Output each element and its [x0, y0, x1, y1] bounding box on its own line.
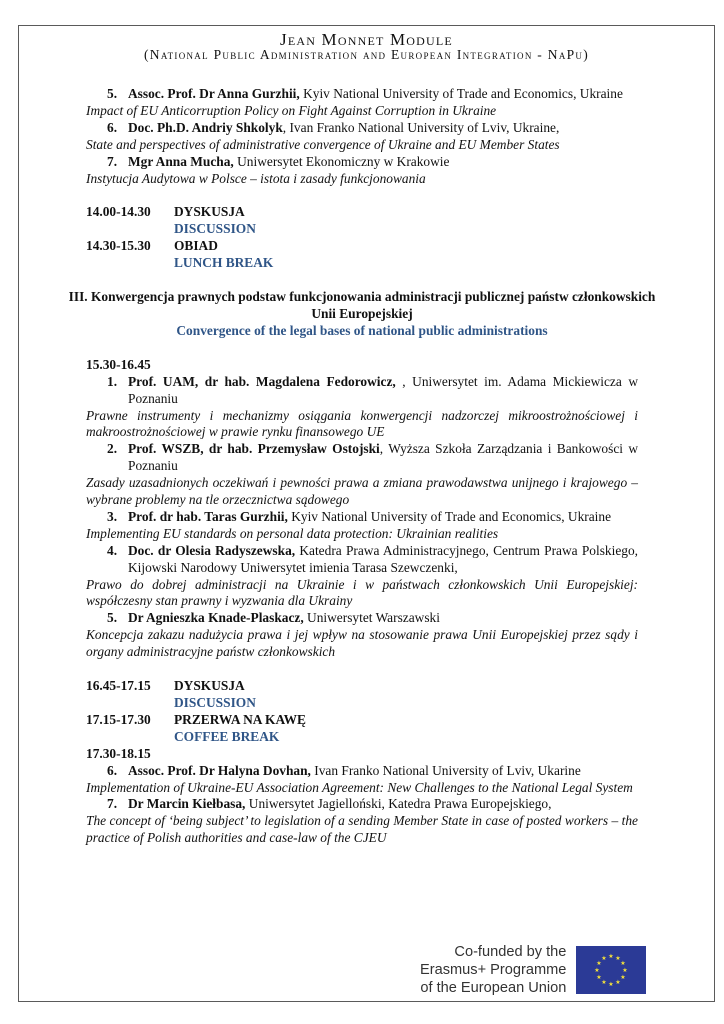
- schedule-row: [86, 204, 638, 221]
- speaker-affiliation: , Wyższa Szkoła Zarządzania i Bankowości w Poznaniu: [128, 441, 638, 474]
- speaker-affiliation: Kyiv National University of Trade and Economics, Ukraine: [299, 86, 623, 101]
- speaker-item: [86, 763, 638, 780]
- talk-title: The concept of ‘being subject’ to legislation of a sending Member State in case of posted workers – the practice of Polish authorities and case-law of the CJEU: [86, 813, 638, 846]
- speaker-name: Prof. UAM, dr hab. Magdalena Fedorowicz,: [128, 373, 396, 389]
- talk-title: Koncepcja zakazu nadużycia prawa i jej wpływ na stosowanie prawa Unii Europejskiej przez sądy i organy administracyjne państw członkowskich: [86, 627, 638, 660]
- section-heading: [58, 289, 666, 340]
- item-number: 7.: [107, 153, 118, 169]
- event-label-en: DISCUSSION: [174, 695, 256, 710]
- talk-title: Implementing EU standards on personal data protection: Ukrainian realities: [86, 525, 499, 541]
- item-number: 4.: [107, 542, 118, 558]
- item-number: 6.: [107, 762, 118, 778]
- speaker-affiliation: Uniwersytet Jagielloński, Katedra Prawa Europejskiego,: [245, 796, 552, 812]
- item-number: 3.: [107, 508, 118, 524]
- speaker-item: [86, 796, 638, 813]
- speaker-name: Doc. Ph.D. Andriy Shkolyk: [128, 119, 283, 135]
- speaker-item: [86, 86, 638, 103]
- svg-text:★: ★: [601, 955, 608, 962]
- speaker-affiliation: Katedra Prawa Administracyjnego, Centrum Prawa Polskiego, Kijowski Narodowy Uniwersytet imienia Tarasa Szewczenki,: [128, 542, 638, 575]
- item-number: 5.: [107, 86, 118, 101]
- event-label-en: COFFEE BREAK: [174, 728, 280, 744]
- schedule-row: [86, 678, 638, 695]
- svg-text:★: ★: [608, 981, 615, 988]
- talk-title: Prawne instrumenty i mechanizmy osiągania konwergencji nadzorczej mikroostrożnościowej i makroostrożnościowej w prawie rynku finansowego UE: [86, 407, 638, 440]
- section-title-en: Convergence of the legal bases of national public administrations: [176, 322, 548, 338]
- svg-text:★: ★: [601, 979, 608, 986]
- time-slot: 14.00-14.30: [86, 204, 151, 220]
- time-slot: 16.45-17.15: [86, 678, 151, 694]
- talk-title: Instytucja Audytowa w Polsce – istota i zasady funkcjonowania: [86, 170, 426, 186]
- svg-text:★: ★: [594, 967, 601, 974]
- item-number: 7.: [107, 796, 118, 812]
- event-label-pl: OBIAD: [174, 238, 218, 254]
- svg-text:★: ★: [620, 960, 627, 967]
- erasmus-cofunding-logo: [420, 943, 646, 997]
- svg-text:★: ★: [596, 974, 603, 981]
- programme-content: [68, 86, 656, 847]
- document-title: Jean Monnet Module: [280, 30, 453, 49]
- speaker-name: Prof. dr hab.: [128, 508, 202, 524]
- time-slot: 14.30-15.30: [86, 238, 151, 254]
- speaker-affiliation: Ivan Franko National University of Lviv, Ukarine: [310, 762, 581, 778]
- svg-text:★: ★: [615, 955, 622, 962]
- speaker-item: [86, 509, 638, 526]
- speaker-affiliation: Kyiv National University of Trade and Economics, Ukraine: [287, 508, 612, 524]
- speaker-name: Assoc. Prof. Dr Anna Gurzhii,: [128, 86, 300, 101]
- talk-title: Prawo do dobrej administracji na Ukrainie i w państwach członkowskich Unii Europejskiej: współczesny stan prawny i wyzwania dla Ukrainy: [86, 576, 638, 609]
- speaker-name: Prof. WSZB, dr hab. Przemysław Ostojski: [128, 441, 380, 457]
- cofunding-line: Erasmus+ Programme: [420, 962, 567, 978]
- speaker-affiliation: Uniwersytet Ekonomiczny w Krakowie: [233, 153, 450, 169]
- speaker-name: Assoc. Prof. Dr Halyna Dovhan,: [128, 762, 311, 778]
- speaker-name: Dr Agnieszka Knade-Plaskacz,: [128, 610, 304, 626]
- svg-text:★: ★: [615, 979, 622, 986]
- speaker-name: Taras Gurzhii,: [201, 508, 288, 524]
- time-slot: 15.30-16.45: [86, 356, 151, 372]
- event-label-pl: PRZERWA NA KAWĘ: [174, 711, 306, 727]
- talk-title: Zasady uzasadnionych oczekiwań i pewności prawa a zmiana prawodawstwa unijnego i krajowego – wybrane problemy na tle orzecznictwa sądowego: [86, 475, 638, 508]
- eu-flag-icon: [576, 946, 646, 994]
- speaker-affiliation: , Uniwersytet im. Adama Mickiewicza w Poznaniu: [128, 373, 638, 406]
- event-label-en: LUNCH BREAK: [174, 255, 274, 271]
- speaker-item: [86, 374, 638, 408]
- time-slot: 17.30-18.15: [86, 745, 151, 761]
- svg-text:★: ★: [620, 974, 627, 981]
- cofunding-text: [420, 943, 566, 997]
- speaker-item: [86, 610, 638, 627]
- svg-text:★: ★: [622, 967, 629, 974]
- time-slot: 17.15-17.30: [86, 711, 151, 727]
- speaker-item: [86, 120, 638, 137]
- speaker-item: [86, 543, 638, 577]
- item-number: 5.: [107, 610, 118, 626]
- svg-text:★: ★: [596, 960, 603, 967]
- cofunding-line: of the European Union: [420, 980, 567, 996]
- event-label-pl: DYSKUSJA: [174, 204, 245, 220]
- svg-text:★: ★: [608, 953, 615, 960]
- event-label-pl: DYSKUSJA: [174, 678, 245, 694]
- talk-title: Implementation of Ukraine-EU Association Agreement: New Challenges to the National Legal System: [86, 779, 633, 795]
- talk-title: State and perspectives of administrative convergence of Ukraine and EU Member States: [86, 136, 560, 152]
- schedule-row: [86, 238, 638, 255]
- speaker-name: Mgr Anna Mucha,: [128, 153, 234, 169]
- cofunding-line: Co-funded by the: [454, 944, 567, 960]
- item-number: 1.: [107, 373, 118, 389]
- speaker-name: Dr Marcin Kiełbasa,: [128, 796, 246, 812]
- item-number: 6.: [107, 119, 118, 135]
- speaker-affiliation: Uniwersytet Warszawski: [303, 610, 440, 626]
- item-number: 2.: [107, 441, 118, 457]
- speaker-name: Doc. dr Olesia Radyszewska,: [128, 542, 296, 558]
- speaker-item: [86, 154, 638, 171]
- talk-title: Impact of EU Anticorruption Policy on Fight Against Corruption in Ukraine: [86, 102, 497, 118]
- section-title-pl: III. Konwergencja prawnych podstaw funkcjonowania administracji publicznej państw członkowskich Unii Europejskiej: [68, 289, 656, 321]
- speaker-item: [86, 441, 638, 475]
- schedule-row: [86, 712, 638, 729]
- speaker-affiliation: , Ivan Franko National University of Lviv, Ukraine,: [282, 119, 560, 135]
- event-label-en: DISCUSSION: [174, 221, 256, 237]
- document-subtitle: (National Public Administration and European Integration - NaPu): [143, 47, 590, 62]
